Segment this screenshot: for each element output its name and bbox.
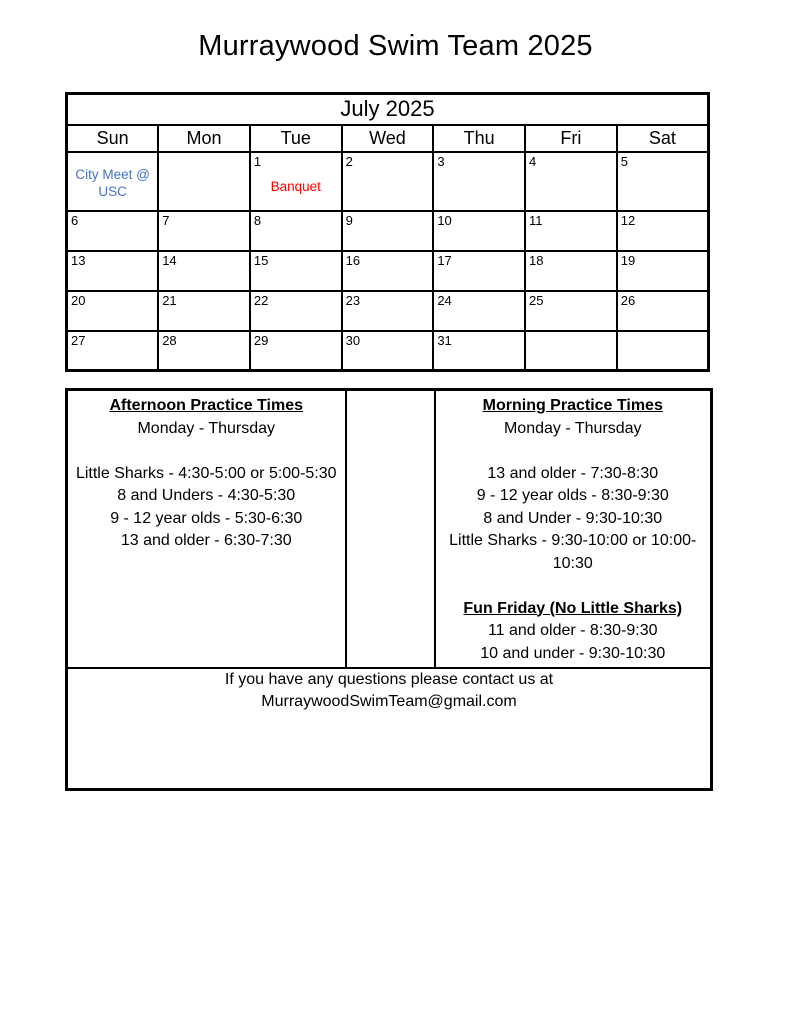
calendar-cell (342, 152, 434, 211)
page-title: Murraywood Swim Team 2025 (198, 30, 593, 62)
calendar-cell (525, 291, 617, 331)
calendar-cell (433, 211, 525, 251)
practice-item: 13 and older - 6:30-7:30 (120, 532, 292, 549)
calendar-cell (342, 251, 434, 291)
calendar-cell (433, 152, 525, 211)
calendar-day-header-row (67, 125, 709, 152)
spacer (438, 440, 709, 463)
date-number: 22 (253, 292, 269, 308)
calendar-table (65, 92, 710, 372)
practice-item: 9 - 12 year olds - 5:30-6:30 (110, 509, 303, 527)
calendar-cell (433, 291, 525, 331)
practice-item: 8 and Unders - 4:30-5:30 (117, 487, 296, 504)
empty-middle-cell (346, 390, 435, 668)
morning-practice-heading: Morning Practice Times (482, 397, 663, 414)
calendar-cell (250, 152, 342, 211)
practice-item: 10 and under - 9:30-10:30 (480, 644, 666, 662)
morning-practice-days: Monday - Thursday (503, 419, 642, 437)
calendar-cell (525, 331, 617, 371)
spacer (438, 575, 709, 598)
contact-row (67, 668, 712, 790)
fun-friday-heading: Fun Friday (No Little Sharks) (463, 599, 683, 617)
date-number: 5 (620, 153, 628, 169)
calendar-cell (67, 251, 159, 291)
calendar-cell (617, 211, 709, 251)
calendar-cell (158, 152, 250, 211)
date-number: 21 (162, 292, 177, 308)
contact-cell (67, 668, 712, 790)
calendar-cell (433, 331, 525, 371)
calendar-cell (67, 331, 159, 371)
day-header-fri: Fri (525, 125, 617, 152)
calendar-cell (67, 152, 159, 211)
calendar-week-2 (67, 211, 709, 251)
date-number: 28 (162, 332, 177, 348)
date-number: 16 (345, 252, 361, 268)
date-number: 26 (620, 292, 636, 308)
practice-row (67, 390, 712, 668)
practice-item: Little Sharks - 4:30-5:00 or 5:00-5:30 (75, 464, 337, 482)
date-number: 1 (253, 153, 262, 169)
date-number: 7 (162, 212, 170, 228)
calendar-cell (250, 291, 342, 331)
date-number: 15 (253, 252, 269, 268)
date-number: 31 (437, 332, 452, 348)
practice-item: 11 and older - 8:30-9:30 (487, 622, 658, 639)
day-header-mon: Mon (158, 125, 250, 152)
spacer (70, 440, 343, 463)
date-number: 23 (345, 292, 361, 308)
afternoon-practice-days: Monday - Thursday (137, 419, 276, 437)
date-number: 30 (345, 332, 361, 348)
afternoon-practice-cell (67, 390, 346, 668)
date-number: 18 (529, 252, 544, 268)
calendar-cell (433, 251, 525, 291)
date-number: 14 (162, 252, 177, 268)
calendar-cell (342, 331, 434, 371)
date-number: 11 (529, 212, 543, 228)
date-number: 20 (71, 292, 86, 308)
date-number: 3 (437, 153, 445, 169)
calendar-cell (250, 251, 342, 291)
calendar-cell (342, 211, 434, 251)
date-number: 25 (529, 292, 544, 308)
calendar-cell (250, 331, 342, 371)
date-number: 27 (71, 332, 86, 348)
event-banquet: Banquet (270, 178, 321, 194)
calendar-week-3 (67, 251, 709, 291)
date-number: 24 (437, 292, 452, 308)
contact-email: MurraywoodSwimTeam@gmail.com (261, 693, 517, 710)
day-header-sat: Sat (617, 125, 709, 152)
calendar-cell (250, 211, 342, 251)
calendar-week-1 (67, 152, 709, 211)
day-header-tue: Tue (250, 125, 342, 152)
date-number: 8 (253, 212, 262, 228)
calendar-cell (617, 291, 709, 331)
date-number: 19 (620, 252, 636, 268)
calendar-cell (617, 331, 709, 371)
calendar-cell (617, 152, 709, 211)
event-city-meet: City Meet @ USC (75, 167, 150, 199)
calendar-title-row (67, 94, 709, 125)
date-number: 4 (529, 153, 537, 169)
practice-item: 9 - 12 year olds - 8:30-9:30 (476, 487, 669, 504)
practice-item: Little Sharks - 9:30-10:00 or 10:00-10:30 (449, 532, 697, 572)
date-number: 10 (437, 212, 452, 228)
date-number: 29 (253, 332, 269, 348)
calendar-month-title: July 2025 (67, 94, 709, 125)
morning-practice-cell (435, 390, 712, 668)
calendar-cell (525, 152, 617, 211)
day-header-sun: Sun (67, 125, 159, 152)
day-header-thu: Thu (433, 125, 525, 152)
date-number: 2 (345, 153, 353, 169)
calendar-cell (525, 251, 617, 291)
day-header-wed: Wed (342, 125, 434, 152)
contact-text: If you have any questions please contact us at (224, 670, 554, 688)
date-number: 9 (345, 212, 353, 228)
calendar-cell (158, 251, 250, 291)
practice-times-table (65, 388, 713, 791)
calendar-cell (158, 331, 250, 371)
calendar-cell (158, 291, 250, 331)
calendar-cell (67, 291, 159, 331)
afternoon-practice-heading: Afternoon Practice Times (109, 397, 304, 414)
calendar-cell (342, 291, 434, 331)
date-number: 13 (71, 252, 86, 268)
calendar-week-5 (67, 331, 709, 371)
date-number: 12 (620, 212, 636, 228)
date-number: 6 (71, 212, 79, 228)
calendar-cell (67, 211, 159, 251)
calendar-cell (158, 211, 250, 251)
practice-item: 13 and older - 7:30-8:30 (487, 464, 659, 482)
calendar-week-4 (67, 291, 709, 331)
calendar-cell (617, 251, 709, 291)
calendar-cell (525, 211, 617, 251)
practice-item: 8 and Under - 9:30-10:30 (483, 509, 663, 527)
date-number: 17 (437, 252, 452, 268)
